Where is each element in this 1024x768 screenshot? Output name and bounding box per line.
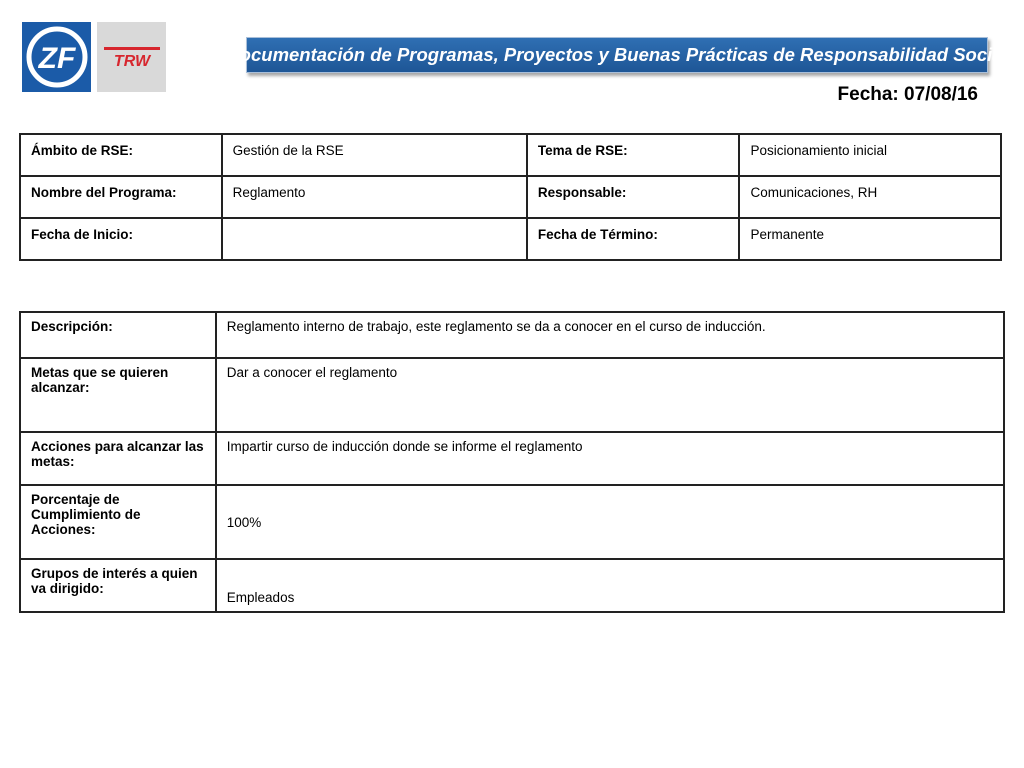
grupos-label: Grupos de interés a quien va dirigido: — [20, 559, 216, 612]
table-row — [20, 134, 1001, 176]
descripcion-label: Descripción: — [20, 312, 216, 358]
document-title-bar — [226, 37, 1008, 73]
fecha-inicio-label: Fecha de Inicio: — [20, 218, 222, 260]
porcentaje-value: 100% — [216, 485, 1004, 559]
zf-logo-icon — [26, 26, 88, 88]
document-title: Documentación de Programas, Proyectos y Buenas Prácticas de Responsabilidad Social — [226, 44, 1008, 65]
document-date: Fecha: 07/08/16 — [837, 84, 978, 105]
svg-text:ZF: ZF — [38, 42, 75, 75]
metas-value: Dar a conocer el reglamento — [216, 358, 1004, 432]
table-row — [20, 432, 1004, 485]
ambito-label: Ámbito de RSE: — [20, 134, 222, 176]
acciones-value: Impartir curso de inducción donde se informe el reglamento — [216, 432, 1004, 485]
svg-text:TRW: TRW — [113, 53, 150, 70]
table-row — [20, 312, 1004, 358]
program-info-table — [19, 133, 1002, 261]
nombre-programa-value: Reglamento — [222, 176, 527, 218]
porcentaje-label: Porcentaje de Cumplimiento de Acciones: — [20, 485, 216, 559]
fecha-termino-value: Permanente — [739, 218, 1001, 260]
table-row — [20, 485, 1004, 559]
grupos-value: Empleados — [216, 559, 1004, 612]
table-row — [20, 559, 1004, 612]
nombre-programa-label: Nombre del Programa: — [20, 176, 222, 218]
table-row — [20, 218, 1001, 260]
table-row — [20, 176, 1001, 218]
metas-label: Metas que se quieren alcanzar: — [20, 358, 216, 432]
descripcion-value: Reglamento interno de trabajo, este reglamento se da a conocer en el curso de inducción. — [216, 312, 1004, 358]
responsable-label: Responsable: — [527, 176, 740, 218]
fecha-termino-label: Fecha de Término: — [527, 218, 740, 260]
responsable-value: Comunicaciones, RH — [739, 176, 1001, 218]
zf-logo — [22, 22, 91, 92]
tema-value: Posicionamiento inicial — [739, 134, 1001, 176]
acciones-label: Acciones para alcanzar las metas: — [20, 432, 216, 485]
ambito-value: Gestión de la RSE — [222, 134, 527, 176]
fecha-inicio-value — [222, 218, 527, 260]
table-row — [20, 358, 1004, 432]
tema-label: Tema de RSE: — [527, 134, 740, 176]
program-detail-table — [19, 311, 1005, 613]
trw-logo — [97, 22, 166, 92]
trw-logo-icon — [102, 42, 162, 72]
